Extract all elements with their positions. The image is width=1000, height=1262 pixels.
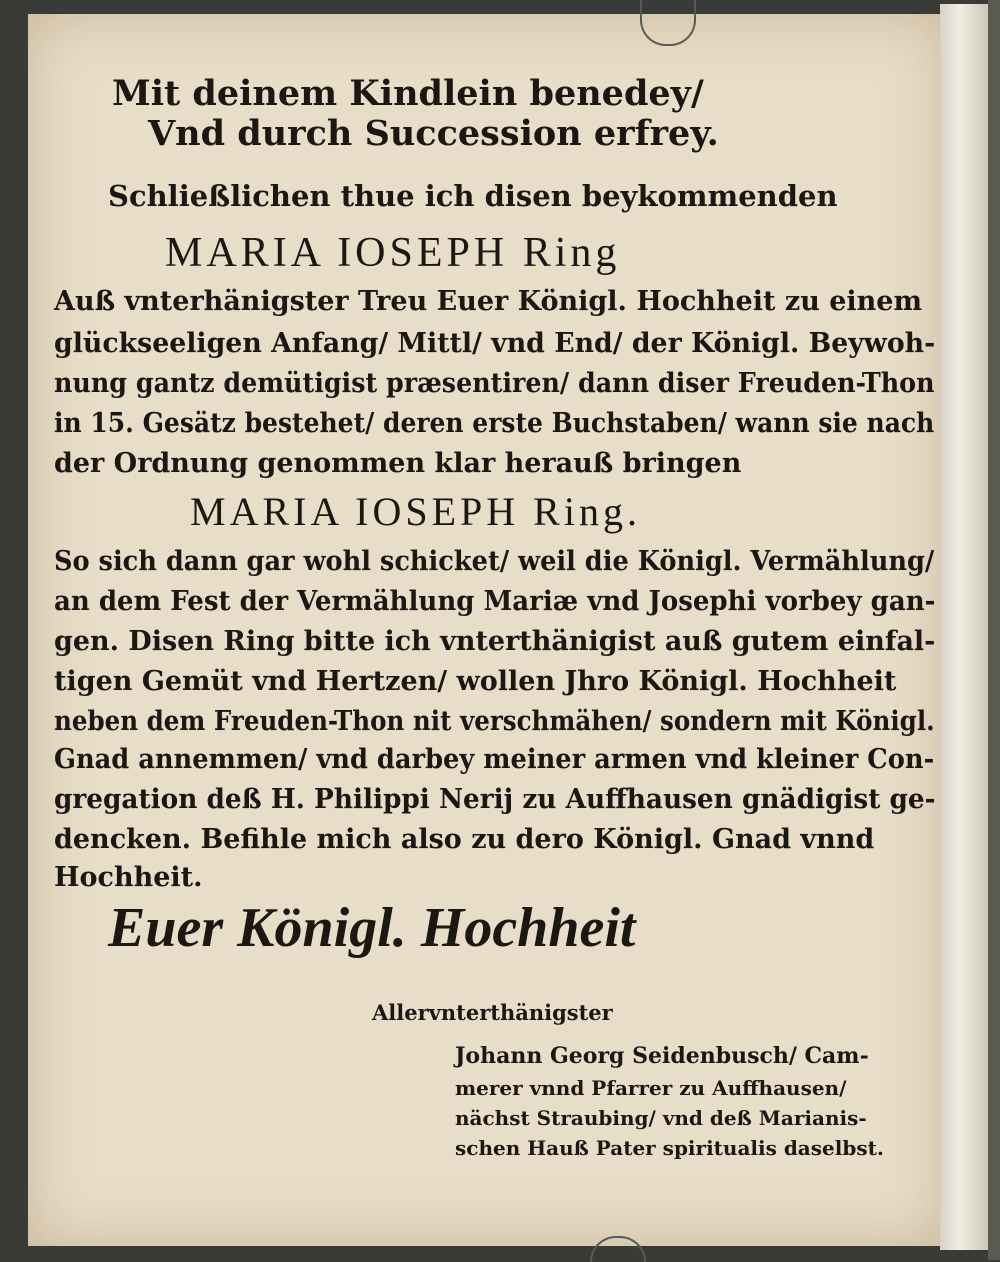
text-line: der Ordnung genommen klar herauß bringen <box>54 448 742 479</box>
text-line: Gnad annemmen/ vnd darbey meiner armen vnd kleiner Con- <box>54 744 935 775</box>
signature-line: schen Hauß Pater spiritualis daselbst. <box>455 1136 884 1160</box>
text-line: gen. Disen Ring bitte ich vnterthänigist auß gutem einfal- <box>54 626 936 657</box>
binding <box>988 0 1000 1260</box>
text-line: gregation deß H. Philippi Nerij zu Auffhausen gnädigist ge- <box>54 784 936 815</box>
signature-line: nächst Straubing/ vnd deß Marianis- <box>455 1106 867 1130</box>
text-line: Schließlichen thue ich disen beykommenden <box>108 179 838 213</box>
text-line: Mit deinem Kindlein benedey/ <box>112 73 704 114</box>
text-line: an dem Fest der Vermählung Mariæ vnd Josephi vorbey gan- <box>54 586 936 617</box>
signature-line: merer vnnd Pfarrer zu Auffhausen/ <box>455 1076 847 1100</box>
signature-line: Johann Georg Seidenbusch/ Cam- <box>455 1043 869 1069</box>
text-line: in 15. Gesätz bestehet/ deren erste Buchstaben/ wann sie nach <box>54 408 935 439</box>
heading-maria-ioseph-ring: MARIA IOSEPH Ring <box>165 230 621 276</box>
text-line: Allervnterthänigster <box>372 1000 613 1025</box>
text-line: neben dem Freuden-Thon nit verschmähen/ sondern mit Königl. <box>54 706 935 737</box>
text-line: Vnd durch Succession erfrey. <box>148 113 719 154</box>
text-line: tigen Gemüt vnd Hertzen/ wollen Jhro Königl. Hochheit <box>54 666 897 697</box>
text-line: nung gantz demütigist præsentiren/ dann diser Freuden-Thon <box>54 368 935 399</box>
text-line: Auß vnterhänigster Treu Euer Königl. Hochheit zu einem <box>54 286 923 317</box>
page-edge <box>940 4 988 1250</box>
text-line: dencken. Befihle mich also zu dero Königl. Gnad vnnd <box>54 824 875 855</box>
page-clip-top <box>640 0 696 46</box>
text-line: So sich dann gar wohl schicket/ weil die Königl. Vermählung/ <box>54 546 935 577</box>
text-line: glückseeligen Anfang/ Mittl/ vnd End/ der Königl. Beywoh- <box>54 328 936 359</box>
closing-salutation: Euer Königl. Hochheit <box>108 897 636 959</box>
heading-maria-ioseph-ring-2: MARIA IOSEPH Ring. <box>190 489 641 534</box>
text-line: Hochheit. <box>54 862 203 893</box>
